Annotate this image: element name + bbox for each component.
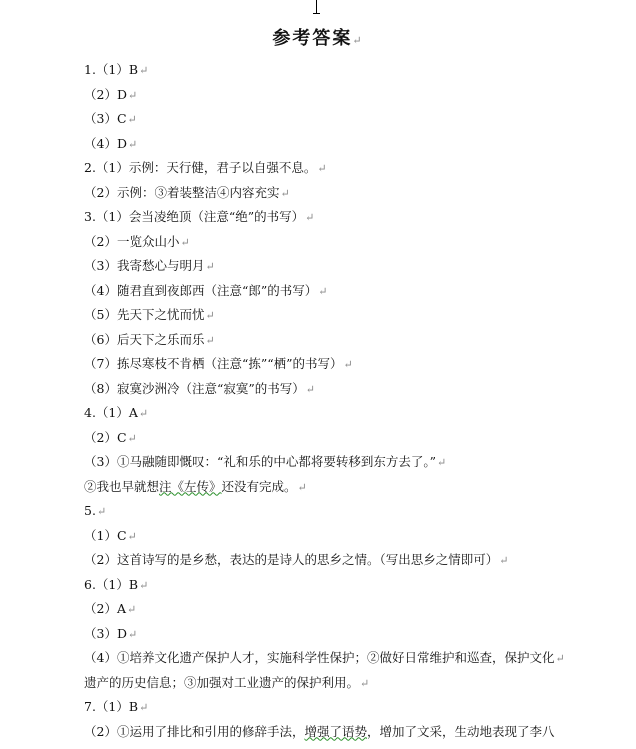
paragraph-mark-icon: ↵ <box>127 431 137 445</box>
answer-line <box>84 254 584 279</box>
answer-line <box>84 156 584 181</box>
answer-line-text: （7）拣尽寒枝不肯栖（注意“拣”“栖”的书写） <box>84 356 343 371</box>
paragraph-mark-icon: ↵ <box>180 235 190 249</box>
answer-line <box>84 573 584 598</box>
paragraph-mark-icon: ↵ <box>305 211 315 224</box>
answer-line-text: （3）①马融随即慨叹：“礼和乐的中心都将要转移到东方去了。” <box>84 454 436 469</box>
answer-line <box>84 622 584 647</box>
answer-line-text: （2）这首诗写的是乡愁，表达的是诗人的思乡之情。（写出思乡之情即可） <box>84 552 499 567</box>
answer-line <box>84 499 584 524</box>
answer-line-text: 2.（1）示例：天行健，君子以自强不息。 <box>84 160 317 175</box>
answer-line-text: （2）C <box>84 429 127 445</box>
paragraph-mark-icon: ↵ <box>127 88 138 102</box>
paragraph-mark-icon: ↵ <box>138 407 149 420</box>
answer-line-text: （2）①运用了排比和引用的修辞手法，增强了语势，增加了文采，生动地表现了李八 <box>84 723 555 739</box>
answer-line <box>84 695 584 720</box>
answer-line <box>84 230 584 255</box>
paragraph-mark-icon: ↵ <box>318 284 328 298</box>
answer-line <box>84 426 584 451</box>
answer-line-text: （3）D <box>84 625 127 641</box>
answer-line <box>84 328 584 353</box>
answer-line <box>84 720 584 745</box>
paragraph-mark-icon: ↵ <box>555 652 565 665</box>
answer-line <box>84 352 584 377</box>
paragraph-mark-icon: ↵ <box>127 529 137 543</box>
text-cursor <box>316 0 317 14</box>
paragraph-mark-icon: ↵ <box>499 554 509 567</box>
answer-line-text: （2）一览众山小 <box>84 233 180 249</box>
answer-line <box>84 475 584 500</box>
paragraph-mark-icon: ↵ <box>205 260 215 273</box>
answer-line-text: （2）A <box>84 601 126 616</box>
paragraph-mark-icon: ↵ <box>352 34 364 47</box>
answer-line <box>84 303 584 328</box>
answer-line <box>84 181 584 206</box>
answer-line-text: （3）C <box>84 111 127 126</box>
answer-line <box>84 548 584 573</box>
answer-line <box>84 671 584 696</box>
text-cursor-foot <box>313 13 320 14</box>
answer-line-text: 6.（1）B <box>84 576 139 592</box>
paragraph-mark-icon: ↵ <box>437 456 447 469</box>
answer-line <box>84 646 584 671</box>
paragraph-mark-icon: ↵ <box>297 480 307 494</box>
answer-line <box>84 597 584 622</box>
title-text: 参考答案 <box>272 28 353 49</box>
answer-line-text: 遗产的历史信息；③加强对工业遗产的保护利用。 <box>84 674 360 690</box>
answer-line-text: （4）随君直到夜郎西（注意“郎”的书写） <box>84 282 318 298</box>
answer-line-text: （2）示例：③着装整洁④内容充实 <box>84 184 280 200</box>
answer-line <box>84 132 584 157</box>
paragraph-mark-icon: ↵ <box>127 627 138 641</box>
answer-line-text: ②我也早就想注《左传》还没有完成。 <box>84 478 297 494</box>
paragraph-mark-icon: ↵ <box>126 603 137 616</box>
paragraph-mark-icon: ↵ <box>139 701 149 714</box>
answer-line-text: 7.（1）B <box>84 699 139 714</box>
answer-line-text: 3.（1）会当凌绝顶（注意“绝”的书写） <box>84 209 305 224</box>
answer-line-text: （1）C <box>84 527 127 543</box>
answer-list <box>84 58 584 744</box>
answer-line <box>84 524 584 549</box>
answer-line <box>84 377 584 402</box>
paragraph-mark-icon: ↵ <box>205 309 215 322</box>
paragraph-mark-icon: ↵ <box>139 64 149 77</box>
answer-line <box>84 58 584 83</box>
answer-line-text: （3）我寄愁心与明月 <box>84 258 205 273</box>
answer-line-text: 5. <box>84 503 96 518</box>
paragraph-mark-icon: ↵ <box>360 676 370 690</box>
paragraph-mark-icon: ↵ <box>280 186 290 200</box>
answer-line-text: （6）后天下之乐而乐 <box>84 331 205 347</box>
answer-line-text: （4）①培养文化遗产保护人才，实施科学性保护；②做好日常维护和巡查，保护文化 <box>84 650 555 665</box>
answer-line <box>84 401 584 426</box>
paragraph-mark-icon: ↵ <box>305 382 315 396</box>
answer-line <box>84 205 584 230</box>
paragraph-mark-icon: ↵ <box>127 137 138 151</box>
paragraph-mark-icon: ↵ <box>343 358 353 371</box>
paragraph-mark-icon: ↵ <box>317 162 327 175</box>
answer-line-text: 4.（1）A <box>84 405 138 420</box>
answer-line <box>84 279 584 304</box>
answer-line-text: （2）D <box>84 86 127 102</box>
answer-line-text: （5）先天下之忧而忧 <box>84 307 205 322</box>
paragraph-mark-icon: ↵ <box>96 505 107 518</box>
document-title <box>0 24 636 50</box>
paragraph-mark-icon: ↵ <box>127 113 137 126</box>
answer-line-text: （8）寂寞沙洲冷（注意“寂寞”的书写） <box>84 380 305 396</box>
paragraph-mark-icon: ↵ <box>139 578 149 592</box>
answer-line-text: （4）D <box>84 135 127 151</box>
paragraph-mark-icon: ↵ <box>205 333 215 347</box>
answer-line <box>84 107 584 132</box>
answer-line <box>84 83 584 108</box>
answer-line <box>84 450 584 475</box>
answer-line-text: 1.（1）B <box>84 62 139 77</box>
